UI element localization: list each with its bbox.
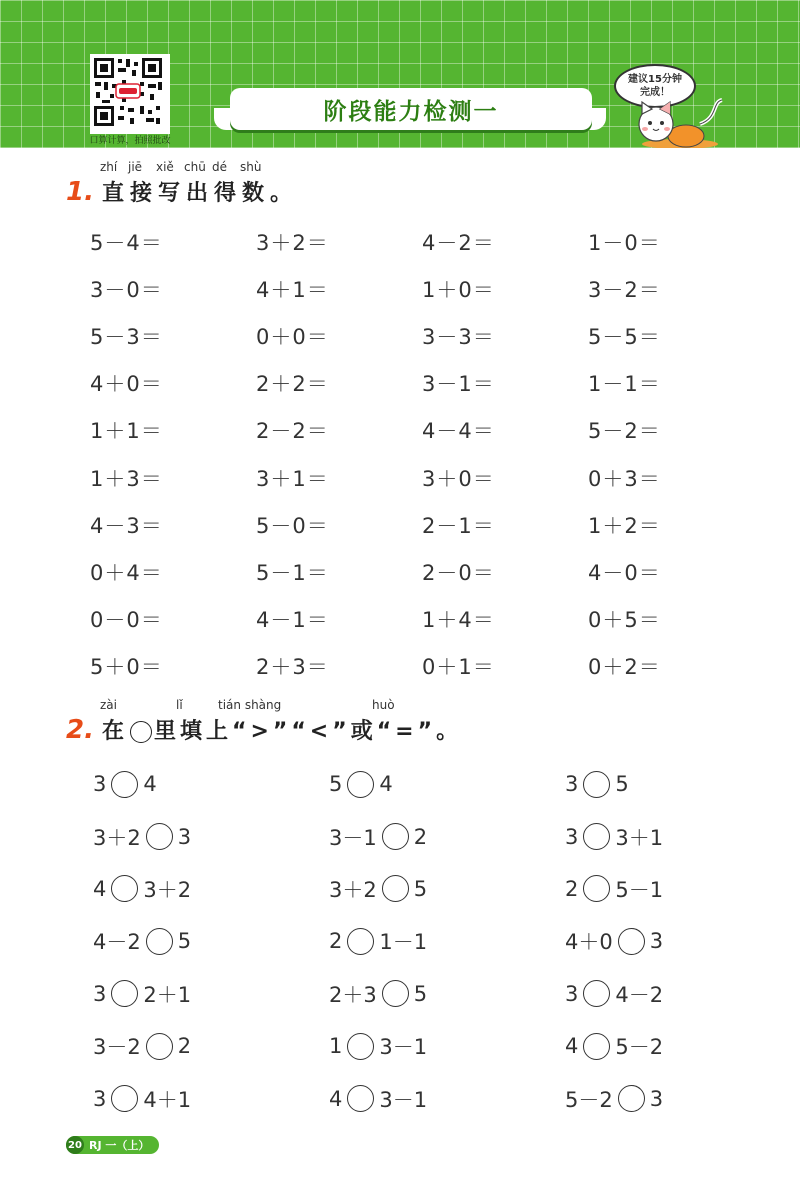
comparison-right: 3－1 — [379, 1035, 428, 1060]
comparison-right: 2 — [413, 824, 428, 849]
comparison-item — [93, 810, 329, 862]
comparison-right: 5－2 — [615, 1035, 664, 1060]
comparison-left: 2＋3 — [329, 982, 377, 1007]
arithmetic-problem[interactable]: 4＋1＝ — [256, 277, 329, 302]
answer-circle[interactable] — [347, 1033, 374, 1060]
comparison-item — [565, 968, 713, 1020]
page-number: 20 — [66, 1136, 84, 1154]
arithmetic-problem[interactable]: 5－3＝ — [90, 324, 163, 349]
arithmetic-problem[interactable]: 2－1＝ — [422, 513, 495, 538]
answer-circle[interactable] — [146, 928, 173, 955]
arithmetic-problem[interactable]: 4－0＝ — [588, 560, 661, 585]
comparison-right: 4 — [143, 772, 157, 797]
qr-caption: 口算计算，拍照批改 — [89, 136, 171, 146]
comparison-item — [329, 1020, 565, 1072]
arithmetic-problem[interactable]: 1＋1＝ — [90, 419, 163, 444]
section2-title-mid: 里填上“>”“<” — [153, 719, 351, 744]
arithmetic-problem[interactable]: 4－1＝ — [256, 608, 329, 633]
answer-circle[interactable] — [382, 875, 409, 902]
comparison-right: 5 — [177, 929, 192, 954]
comparison-left: 4 — [93, 876, 107, 901]
comparison-left: 5 — [329, 772, 343, 797]
comparison-item — [93, 1020, 329, 1072]
edition-label: RJ 一（上） — [89, 1139, 150, 1152]
arithmetic-problem[interactable]: 0＋0＝ — [256, 324, 329, 349]
arithmetic-problem[interactable]: 1＋0＝ — [422, 277, 495, 302]
qr-code-image — [92, 56, 164, 128]
arithmetic-problem[interactable]: 4－4＝ — [422, 419, 495, 444]
comparison-right: 3－1 — [379, 1087, 428, 1112]
comparison-item — [565, 863, 713, 915]
section1-heading — [66, 176, 298, 207]
comparison-left: 3 — [93, 1086, 107, 1111]
answer-circle-icon — [130, 721, 152, 743]
arithmetic-problem[interactable]: 0－0＝ — [90, 608, 163, 633]
arithmetic-problem[interactable]: 0＋1＝ — [422, 655, 495, 680]
comparison-right: 4 — [379, 772, 393, 797]
arithmetic-problem[interactable]: 3＋0＝ — [422, 466, 495, 491]
answer-circle[interactable] — [347, 771, 374, 798]
section2-number: 2. — [66, 715, 94, 745]
arithmetic-problem[interactable]: 5－1＝ — [256, 560, 329, 585]
arithmetic-problem[interactable]: 3－1＝ — [422, 372, 495, 397]
comparison-left: 3 — [565, 772, 579, 797]
comparison-item — [565, 758, 713, 810]
answer-circle[interactable] — [583, 1033, 610, 1060]
answer-circle[interactable] — [583, 980, 610, 1007]
pinyin-li: lǐ — [176, 698, 183, 712]
pinyin-shu: shù — [240, 160, 262, 174]
answer-circle[interactable] — [618, 1085, 645, 1112]
comparison-item — [329, 968, 565, 1020]
arithmetic-problem[interactable]: 0＋3＝ — [588, 466, 661, 491]
pinyin-huo: huò — [372, 698, 395, 712]
arithmetic-problem[interactable]: 4－3＝ — [90, 513, 163, 538]
comparison-right: 1－1 — [379, 930, 428, 955]
arithmetic-problem[interactable]: 3－0＝ — [90, 277, 163, 302]
comparison-item — [565, 915, 713, 967]
comparison-left: 4 — [329, 1086, 343, 1111]
section2-heading — [66, 714, 462, 745]
pinyin-zhi: zhí — [100, 160, 118, 174]
answer-circle[interactable] — [347, 928, 374, 955]
arithmetic-problem[interactable]: 1＋4＝ — [422, 608, 495, 633]
arithmetic-problem[interactable]: 2＋2＝ — [256, 372, 329, 397]
answer-circle[interactable] — [583, 823, 610, 850]
comparison-item — [93, 915, 329, 967]
arithmetic-problem[interactable]: 3－3＝ — [422, 324, 495, 349]
comparison-right: 5 — [413, 981, 428, 1006]
page-header — [0, 0, 800, 148]
arithmetic-problem[interactable]: 2－0＝ — [422, 560, 495, 585]
comparison-right: 3 — [649, 929, 664, 954]
arithmetic-problem[interactable]: 1＋2＝ — [588, 513, 661, 538]
section1-number: 1. — [66, 177, 94, 207]
arithmetic-problem[interactable]: 4－2＝ — [422, 230, 495, 255]
comparison-left: 2 — [329, 929, 343, 954]
answer-circle[interactable] — [111, 1085, 138, 1112]
comparison-item — [93, 968, 329, 1020]
comparison-item — [93, 863, 329, 915]
section1-title: 直接写出得数。 — [101, 181, 298, 206]
comparison-item — [565, 810, 713, 862]
arithmetic-problem[interactable]: 5－0＝ — [256, 513, 329, 538]
comparison-left: 2 — [565, 876, 579, 901]
arithmetic-problem[interactable]: 4＋0＝ — [90, 372, 163, 397]
comparison-right: 2 — [177, 1034, 192, 1059]
comparison-right: 3 — [177, 824, 192, 849]
pinyin-jie: jiē — [128, 160, 143, 174]
comparison-left: 1 — [329, 1034, 343, 1059]
pinyin-chu: chū — [184, 160, 206, 174]
section2-title-zai: 在 — [101, 719, 128, 744]
qr-code[interactable] — [90, 54, 170, 134]
answer-circle[interactable] — [382, 980, 409, 1007]
comparison-grid — [93, 758, 713, 1125]
arithmetic-problem[interactable]: 3－2＝ — [588, 277, 661, 302]
comparison-left: 5－2 — [565, 1087, 613, 1112]
comparison-left: 4－2 — [93, 930, 141, 955]
arithmetic-problem[interactable]: 1－1＝ — [588, 372, 661, 397]
time-hint-line1: 建议15分钟 — [628, 74, 682, 85]
answer-circle[interactable] — [111, 771, 138, 798]
arithmetic-problem[interactable]: 5－2＝ — [588, 419, 661, 444]
time-hint-line2: 完成！ — [640, 87, 670, 98]
page-footer — [66, 1136, 159, 1154]
comparison-right: 5－1 — [615, 877, 664, 902]
arithmetic-problem[interactable]: 3＋1＝ — [256, 466, 329, 491]
section2-title-huo: 或 — [350, 719, 377, 744]
comparison-left: 4 — [565, 1034, 579, 1059]
section1-pinyin — [100, 160, 268, 174]
comparison-left: 3－1 — [329, 825, 377, 850]
comparison-item — [329, 863, 565, 915]
comparison-item — [93, 1072, 329, 1124]
arithmetic-problem[interactable]: 5＋0＝ — [90, 655, 163, 680]
comparison-right: 5 — [615, 772, 629, 797]
arithmetic-problem[interactable]: 5－4＝ — [90, 230, 163, 255]
section2-title-end: “=”。 — [376, 719, 463, 744]
answer-circle[interactable] — [583, 875, 610, 902]
comparison-item — [565, 1072, 713, 1124]
pinyin-tianshang: tián shàng — [218, 698, 282, 712]
comparison-right: 3 — [649, 1086, 664, 1111]
answer-circle[interactable] — [111, 980, 138, 1007]
comparison-right: 3＋1 — [615, 825, 664, 850]
arithmetic-problem[interactable]: 0＋5＝ — [588, 608, 661, 633]
arithmetic-problem[interactable]: 2＋3＝ — [256, 655, 329, 680]
pinyin-zai: zài — [100, 698, 117, 712]
pinyin-xie: xiě — [156, 160, 174, 174]
comparison-item — [93, 758, 329, 810]
arithmetic-problem[interactable]: 0＋4＝ — [90, 560, 163, 585]
arithmetic-problem[interactable]: 0＋2＝ — [588, 655, 661, 680]
arithmetic-problem[interactable]: 1－0＝ — [588, 230, 661, 255]
comparison-right: 4－2 — [615, 982, 664, 1007]
arithmetic-problem[interactable]: 3＋2＝ — [256, 230, 329, 255]
answer-circle[interactable] — [111, 875, 138, 902]
comparison-item — [329, 810, 565, 862]
arithmetic-problem[interactable]: 1＋3＝ — [90, 466, 163, 491]
comparison-right: 5 — [413, 876, 428, 901]
answer-circle[interactable] — [146, 1033, 173, 1060]
answer-circle[interactable] — [146, 823, 173, 850]
comparison-right: 3＋2 — [143, 877, 192, 902]
answer-circle[interactable] — [382, 823, 409, 850]
comparison-left: 3 — [565, 981, 579, 1006]
comparison-item — [565, 1020, 713, 1072]
answer-circle[interactable] — [618, 928, 645, 955]
comparison-left: 3 — [93, 981, 107, 1006]
page-title: 阶段能力检测一 — [230, 88, 592, 130]
comparison-item — [329, 758, 565, 810]
answer-circle[interactable] — [347, 1085, 374, 1112]
pinyin-de: dé — [212, 160, 227, 174]
comparison-right: 4＋1 — [143, 1087, 192, 1112]
comparison-right: 2＋1 — [143, 982, 192, 1007]
arithmetic-problem[interactable]: 2－2＝ — [256, 419, 329, 444]
cat-mascot-icon — [630, 94, 726, 148]
comparison-item — [329, 1072, 565, 1124]
comparison-left: 3＋2 — [329, 877, 377, 902]
comparison-left: 3 — [93, 772, 107, 797]
comparison-item — [329, 915, 565, 967]
comparison-left: 3＋2 — [93, 825, 141, 850]
arithmetic-grid — [90, 218, 730, 690]
comparison-left: 4＋0 — [565, 930, 613, 955]
comparison-left: 3－2 — [93, 1035, 141, 1060]
answer-circle[interactable] — [583, 771, 610, 798]
arithmetic-problem[interactable]: 5－5＝ — [588, 324, 661, 349]
comparison-left: 3 — [565, 824, 579, 849]
